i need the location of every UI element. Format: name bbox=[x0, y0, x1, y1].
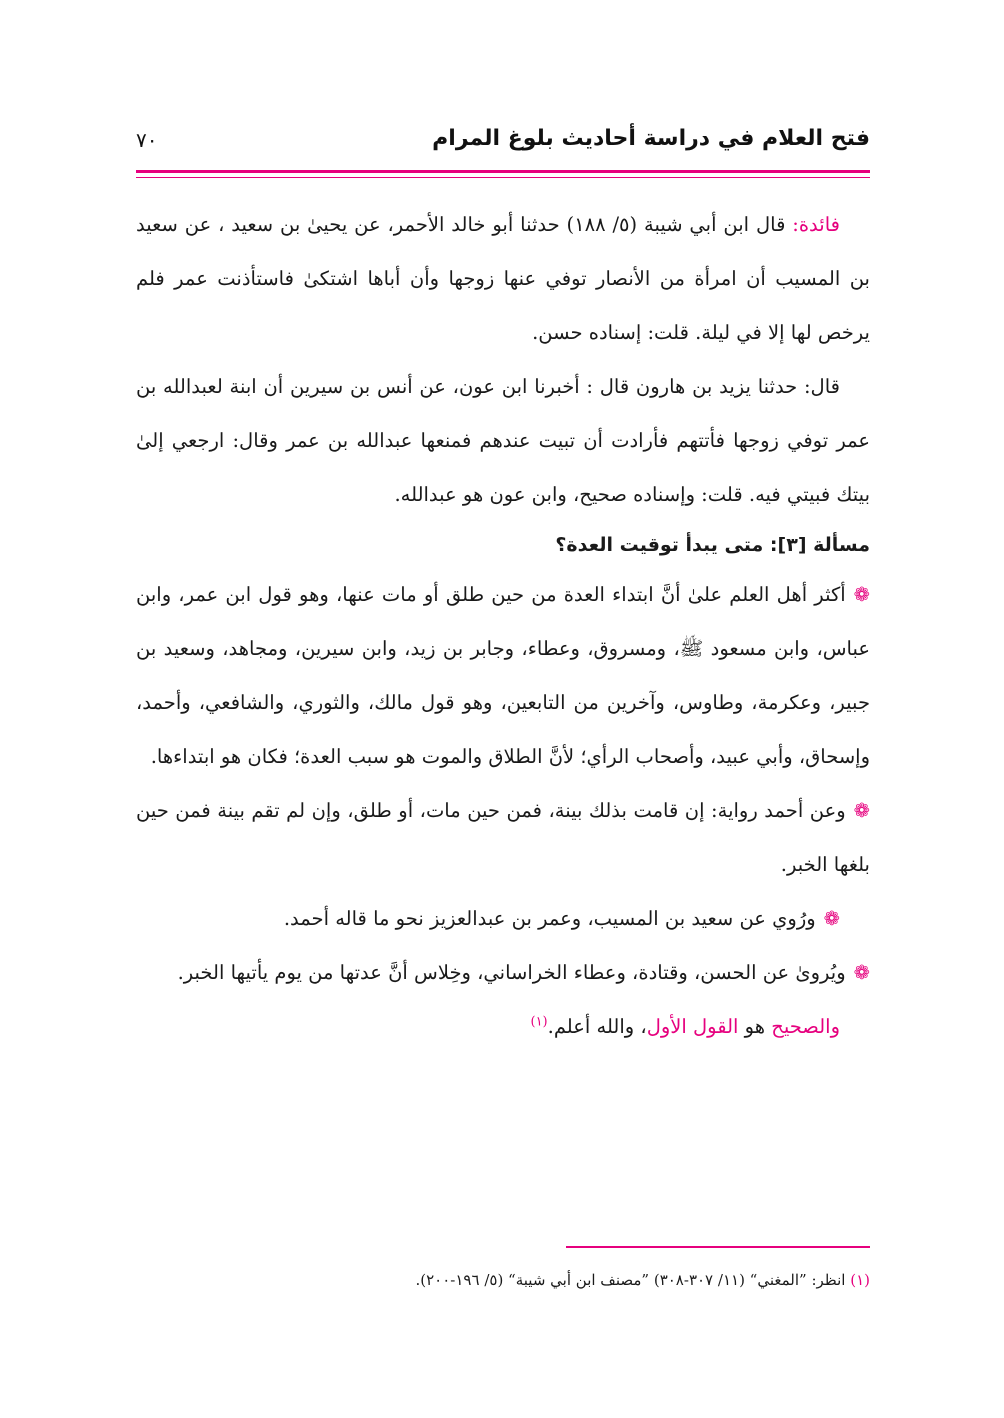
bullet-paragraph-2 bbox=[136, 784, 870, 892]
bullet-paragraph-4 bbox=[136, 946, 870, 1000]
conclusion-mid: هو bbox=[738, 1015, 772, 1038]
bullet-text-4: ويُروىٰ عن الحسن، وقتادة، وعطاء الخراساني، وخِلاس أنَّ عدتها من يوم يأتيها الخبر. bbox=[177, 961, 846, 984]
benefit-label: فائدة: bbox=[792, 213, 840, 236]
flower-bullet-icon: ❁ bbox=[853, 583, 870, 606]
footnote-marker: (١) bbox=[850, 1271, 870, 1289]
footnote-reference[interactable]: (١) bbox=[530, 1014, 548, 1030]
narration-text: قال: حدثنا يزيد بن هارون قال : أخبرنا ابن عون، عن أنس بن سيرين أن ابنة لعبدالله بن عمر توفي زوجها فأتتهم فأرادت أن تبيت عندهم فمنعها عبدالله بن عمر وقال: ارجعي إلىٰ بيتك فبيتي فيه. قلت: وإسناده صحيح، وابن عون هو عبدالله. bbox=[136, 375, 870, 506]
paragraph-benefit bbox=[136, 198, 870, 360]
footnote-rule bbox=[566, 1246, 870, 1248]
bullet-paragraph-1 bbox=[136, 568, 870, 784]
flower-bullet-icon: ❁ bbox=[853, 961, 870, 984]
bullet-paragraph-3 bbox=[136, 892, 870, 946]
flower-bullet-icon: ❁ bbox=[823, 907, 840, 930]
conclusion-highlight-1: والصحيح bbox=[771, 1015, 840, 1038]
issue-heading bbox=[136, 522, 870, 568]
benefit-text: قال ابن أبي شيبة (٥/ ١٨٨) حدثنا أبو خالد الأحمر، عن يحيىٰ بن سعيد ، عن سعيد بن المسيب أن امرأة من الأنصار توفي عنها زوجها وأن أباها اشتكىٰ فاستأذنت عمر فلم يرخص لها إلا في ليلة. قلت: إسناده حسن. bbox=[136, 213, 870, 344]
header-rule-thick bbox=[136, 170, 870, 173]
issue-heading-text: متى يبدأ توقيت العدة؟ bbox=[555, 534, 764, 556]
bullet-text-2: وعن أحمد رواية: إن قامت بذلك بينة، فمن حين مات، أو طلق، وإن لم تقم بينة فمن حين بلغها الخبر. bbox=[136, 799, 870, 876]
footnote-text: انظر: ”المغني“ (١١/ ٣٠٧-٣٠٨) ”مصنف ابن أبي شيبة“ (٥/ ١٩٦-٢٠٠). bbox=[415, 1271, 851, 1289]
page-header bbox=[136, 118, 870, 174]
bullet-text-3: ورُوي عن سعيد بن المسيب، وعمر بن عبدالعزيز نحو ما قاله أحمد. bbox=[283, 907, 816, 930]
book-title: فتح العلام في دراسة أحاديث بلوغ المرام bbox=[432, 126, 870, 151]
paragraph-narration bbox=[136, 360, 870, 522]
flower-bullet-icon: ❁ bbox=[853, 799, 870, 822]
header-rule-thin bbox=[136, 177, 870, 178]
conclusion-end: ، والله أعلم. bbox=[547, 1015, 647, 1038]
conclusion-highlight-2: القول الأول bbox=[646, 1015, 739, 1038]
page-number: ٧٠ bbox=[136, 128, 158, 152]
bullet-text-1: أكثر أهل العلم علىٰ أنَّ ابتداء العدة من حين طلق أو مات عنها، وهو قول ابن عمر، وابن عباس، وابن مسعود ﷺ، ومسروق، وعطاء، وجابر بن زيد، وابن سيرين، ومجاهد، وسعيد بن جبير، وعكرمة، وطاوس، وآخرين من التابعين، وهو قول مالك، والثوري، والشافعي، وأحمد، وإسحاق، وأبي عبيد، وأصحاب الرأي؛ لأنَّ الطلاق والموت هو سبب العدة؛ فكان هو ابتداءها. bbox=[136, 583, 871, 768]
footnote bbox=[136, 1268, 870, 1292]
page-body bbox=[136, 198, 870, 1054]
issue-heading-prefix: مسألة [٣]: bbox=[769, 534, 870, 556]
conclusion bbox=[136, 1000, 870, 1054]
